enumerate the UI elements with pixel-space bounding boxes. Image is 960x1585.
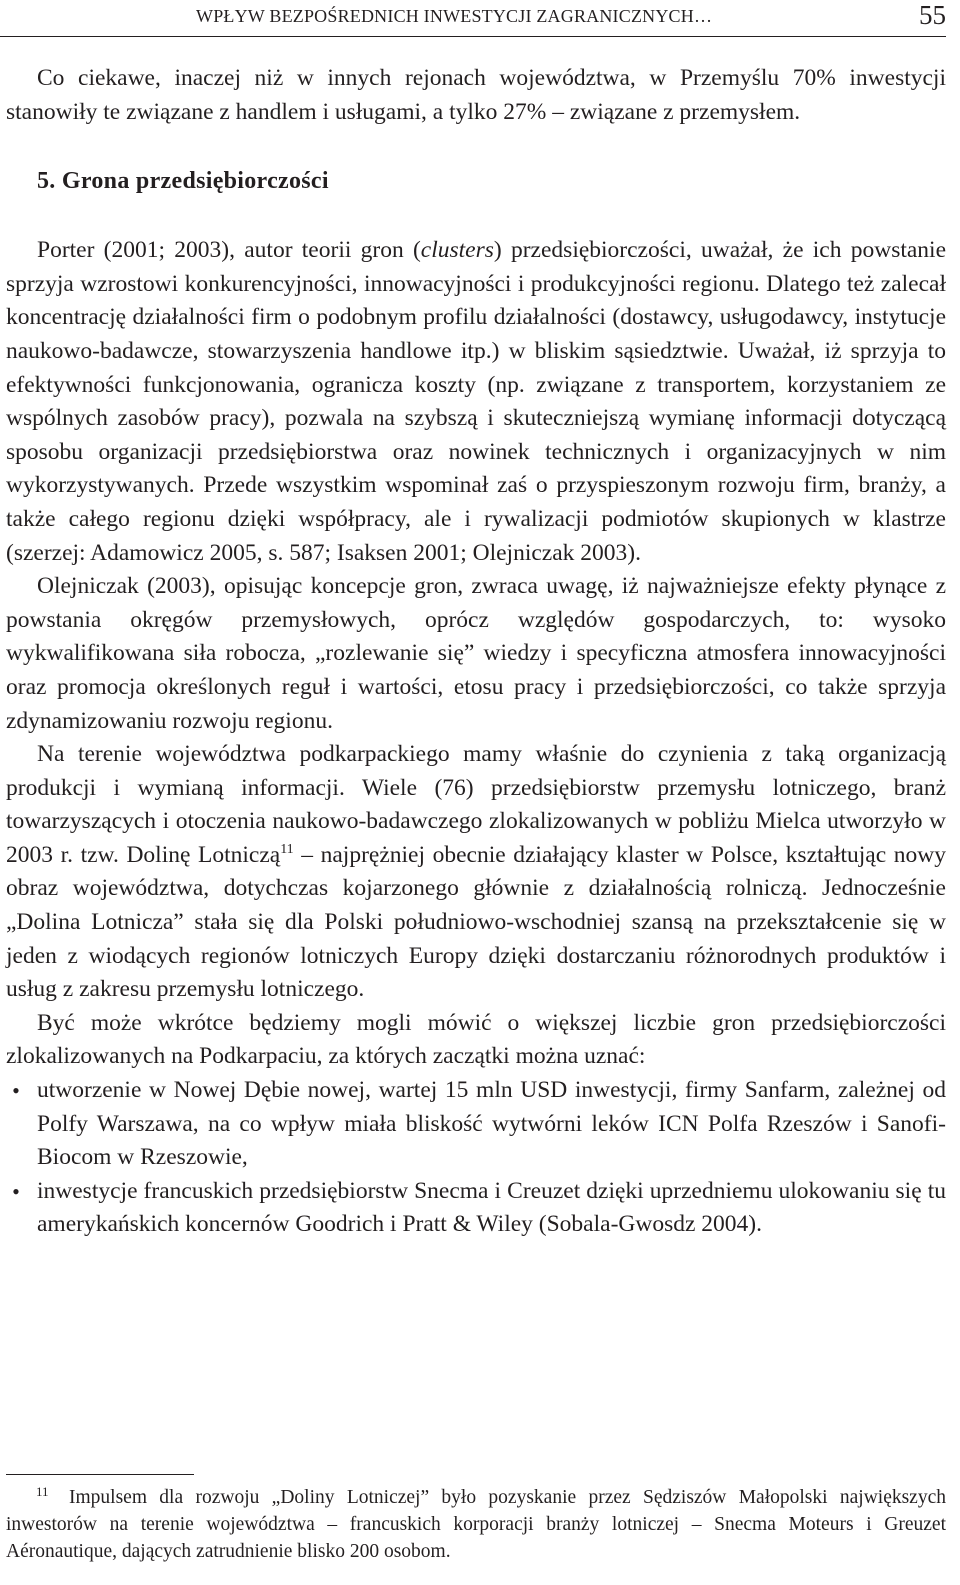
footnote-text: Impulsem dla rozwoju „Doliny Lotniczej” było pozyskanie przez Sędziszów Małopolski największych inwestorów na terenie województwa – francuskich korporacji branży lotniczej – Snecma Moteurs i Greuzet Aéronautique, dających zatrudnienie blisko 200 osobom. [6, 1487, 946, 1562]
paragraph-porter-rest: ) przedsiębiorczości, uważał, że ich powstanie sprzyja wzrostowi konkurencyjności, innowacyjności i produkcyjności regionu. Dlatego też zalecał koncentrację działalności firm o podobnym profilu działalności (dostawcy, usługodawcy, instytucje naukowo-badawcze, stowarzyszenia handlowe itp.) w bliskim sąsiedztwie. Uważał, iż sprzyja to efektywności funkcjonowania, ogranicza koszty (np. związane z transportem, korzystaniem ze wspólnych zasobów pracy), pozwala na szybszą i skuteczniejszą wymianę informacji dotyczącą sposobu organizacji przedsiębiorstwa oraz nowinek technicznych i organizacyjnych w nim wykorzystywanych. Przede wszystkim wspominał zaś o przyspieszonym rozwoju firm, branży, a także całego regionu dzięki współpracy, ale i rywalizacji podmiotów skupionych w klastrze (szerzej: Adamowicz 2005, s. 587; Isaksen 2001; Olejniczak 2003). [6, 237, 947, 566]
paragraph-podkarpackie [6, 738, 946, 1007]
paragraph-porter [6, 234, 946, 570]
section-heading: 5. Grona przedsiębiorczości [37, 168, 329, 195]
paragraph-future-clusters: Być może wkrótce będziemy mogli mówić o większej liczbie gron przedsiębiorczości zlokalizowanych na Podkarpaciu, za których zaczątki można uznać: [6, 1009, 946, 1070]
paragraph-olejniczak: Olejniczak (2003), opisując koncepcje gron, zwraca uwagę, iż najważniejsze efekty płynące z powstania okręgów przemysłowych, oprócz względów gospodarczych, to: wysoko wykwalifikowana siła robocza, „rozlewanie się” wiedzy i specyficzna atmosfera innowacyjności oraz promocja określonych reguł i wartości, etosu pracy i przedsiębiorczości, co także sprzyja zdynamizowaniu rozwoju regionu. [6, 573, 946, 734]
page-number: 55 [919, 0, 946, 30]
bullet-icon: • [12, 1078, 20, 1104]
paragraph-podkarpackie-rest: – najprężniej obecnie działający klaster w Polsce, kształtując nowy obraz województwa, dotychczas kojarzonego głównie z działalnością rolniczą. Jednocześnie „Dolina Lotnicza” stała się dla Polski południowo-wschodniej szansą na przekształcenie się w jeden z wiodących regionów lotniczych Europy dzięki dostarczaniu różnorodnych produktów i usług z zakresu przemysłu lotniczego. [6, 841, 946, 1003]
paragraph-porter-start: Porter (2001; 2003), autor teorii gron ( [37, 237, 421, 264]
clusters-term: clusters [420, 237, 494, 264]
footnote: 11 Impulsem dla rozwoju „Doliny Lotniczej” było pozyskanie przez Sędziszów Małopolski największych inwestorów na terenie województwa – francuskich korporacji branży lotniczej – Snecma Moteurs i Greuzet Aéronautique, dających zatrudnienie blisko 200 osobom. [6, 1483, 946, 1562]
running-title: WPŁYW BEZPOŚREDNICH INWESTYCJI ZAGRANICZNYCH… [196, 6, 713, 26]
footnote-reference[interactable]: 11 [280, 842, 294, 858]
list-item [6, 1074, 946, 1175]
footnote-divider [6, 1474, 194, 1475]
list-item-text: inwestycje francuskich przedsiębiorstw Snecma i Creuzet dzięki uprzedniemu ulokowaniu się tu amerykańskich koncernów Goodrich i Pratt & Wiley (Sobala-Gwosdz 2004). [37, 1177, 946, 1238]
list-item [6, 1175, 946, 1242]
bullet-icon: • [12, 1178, 20, 1204]
intro-paragraph: Co ciekawe, inaczej niż w innych rejonach województwa, w Przemyślu 70% inwestycji stanowiły te związane z handlem i usługami, a tylko 27% – związane z przemysłem. [6, 65, 946, 125]
bullet-list [6, 1074, 946, 1242]
page-body [6, 62, 946, 1242]
list-item-text: utworzenie w Nowej Dębie nowej, wartej 15 mln USD inwestycji, firmy Sanfarm, zależnej od Polfy Warszawa, na co wpływ miała bliskość wytwórni leków ICN Polfa Rzeszów i Sanofi-Biocom w Rzeszowie, [37, 1077, 946, 1171]
paragraph-podkarpackie-start: Na terenie województwa podkarpackiego mamy właśnie do czynienia z taką organizacją produkcji i wymianą informacji. Wiele (76) przedsiębiorstw przemysłu lotniczego, branż towarzyszących i otoczenia naukowo-badawczego zlokalizowanych w pobliżu Mielca utworzyło w 2003 r. tzw. Dolinę Lotniczą [6, 741, 946, 868]
running-header [0, 0, 946, 37]
